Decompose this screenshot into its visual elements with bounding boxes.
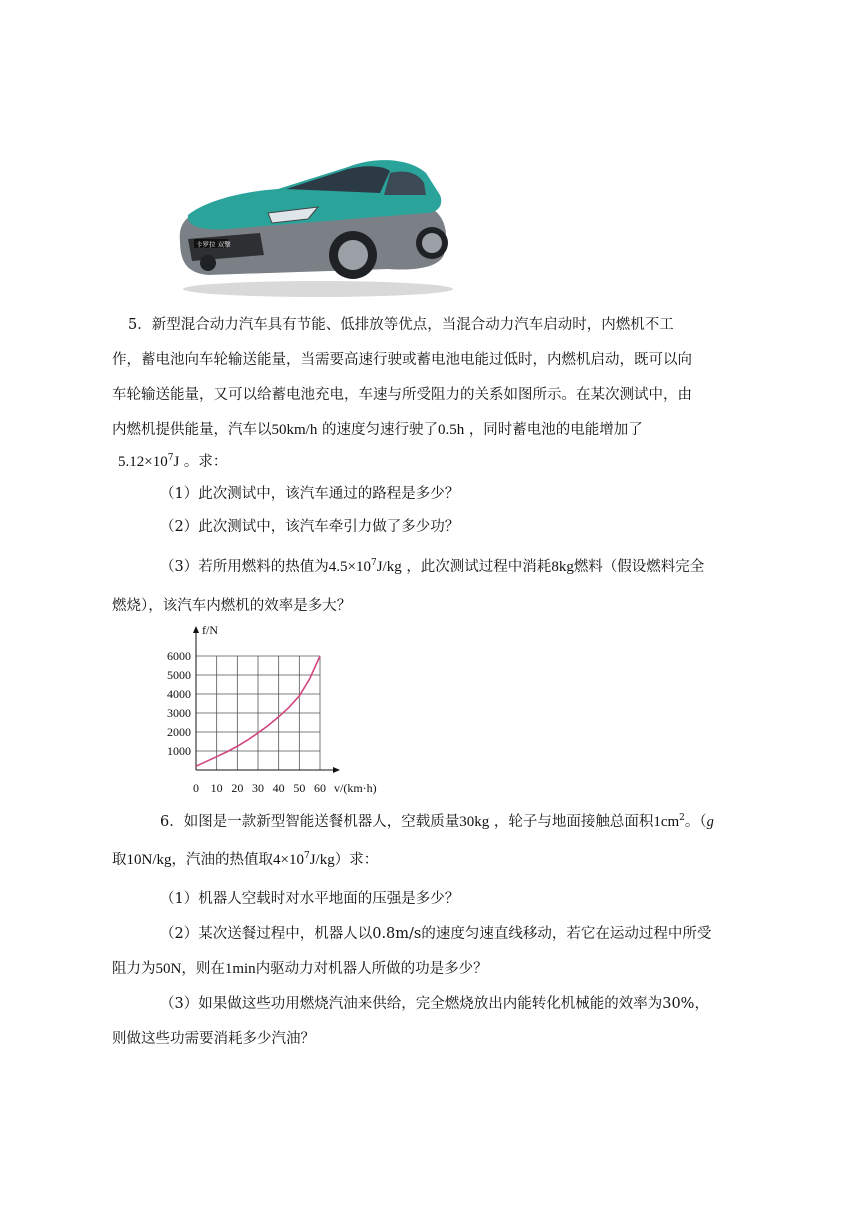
- force-speed-chart: [150, 620, 400, 798]
- q5-text: 内燃机提供能量，汽车以: [112, 422, 272, 438]
- q5-text: ，同时蓄电池的电能增加了: [468, 422, 643, 438]
- y-tick-label: 2000: [167, 725, 191, 739]
- x-tick-label: 0: [193, 781, 199, 795]
- q5-energy-value: 5.12×10: [118, 454, 168, 470]
- q5-time: 0.5h: [437, 422, 465, 438]
- x-tick-label: 20: [231, 781, 244, 795]
- q6-text: 6．如图是一款新型智能送餐机器人，空载质量: [160, 814, 460, 830]
- q5-line-2: 作，蓄电池向车轮输送能量，当需要高速行驶或蓄电池电能过低时，内燃机启动，既可以向: [112, 352, 692, 368]
- car-photo: [168, 143, 458, 301]
- q5-line-5: [118, 452, 227, 472]
- q5-text: （3）若所用燃料的热值为: [160, 559, 329, 575]
- q6-g-symbol: g: [706, 814, 714, 830]
- q6-text: ）求：: [334, 852, 379, 868]
- q5-line-1: 5．新型混合动力汽车具有节能、低排放等优点，当混合动力汽车启动时，内燃机不工: [128, 317, 674, 333]
- q6-sub-2: （2）某次送餐过程中，机器人以0.8m/s的速度匀速直线移动，若它在运动过程中所受: [160, 926, 712, 942]
- q5-fuel-mass: 8kg: [551, 559, 574, 575]
- y-axis-arrow: [193, 626, 199, 633]
- q5-text: 燃料（假设燃料完全: [573, 559, 705, 575]
- q6-sub-1: （1）机器人空载时对水平地面的压强是多少？: [160, 891, 460, 907]
- chart-ticks: [167, 623, 377, 795]
- q5-sub-3-line-2: 燃烧），该汽车内燃机的效率是多大？: [112, 598, 352, 614]
- q5-energy-exponent: 7: [167, 453, 174, 463]
- q5-sub-1: （1）此次测试中，该汽车通过的路程是多少？: [160, 486, 460, 502]
- q6-text: ，则在: [181, 961, 225, 977]
- q6-force: 50N: [155, 961, 182, 977]
- x-axis-arrow: [333, 767, 340, 773]
- q5-line-3: 车轮输送能量，又可以给蓄电池充电，车速与所受阻力的关系如图所示。在某次测试中，由: [112, 387, 692, 403]
- chart-grid: [196, 656, 320, 770]
- q6-g-value: 10N/kg: [126, 852, 172, 868]
- y-tick-label: 5000: [167, 668, 191, 682]
- q6-time: 1min: [224, 961, 256, 977]
- q6-text: 取: [112, 852, 127, 868]
- q5-text: 。求：: [183, 454, 228, 470]
- q6-text: 阻力为: [112, 961, 156, 977]
- q6-sub-2-line-2: [112, 959, 488, 979]
- q6-text: ，汽油的热值取: [171, 852, 273, 868]
- x-tick-label: 50: [293, 781, 306, 795]
- q5-text: ，此次测试过程中消耗: [406, 559, 552, 575]
- car-badge: 卡罗拉 双擎: [196, 240, 231, 249]
- q6-area-exponent: 2: [679, 813, 685, 823]
- q6-text: ，轮子与地面接触总面积: [493, 814, 654, 830]
- q6-area: 1cm: [653, 814, 680, 830]
- q6-mass: 30kg: [459, 814, 490, 830]
- x-tick-label: 60: [314, 781, 326, 795]
- x-axis-label: v/(km·h): [334, 781, 377, 795]
- x-tick-label: 10: [210, 781, 223, 795]
- q5-heat-value: 4.5×10: [328, 559, 371, 575]
- y-tick-label: 1000: [167, 744, 191, 758]
- q5-line-4: [112, 420, 643, 440]
- x-tick-label: 30: [252, 781, 264, 795]
- q5-heat-exponent: 7: [370, 558, 377, 568]
- q6-heat-exponent: 7: [303, 851, 310, 861]
- q5-sub-3: [160, 557, 704, 577]
- q5-heat-unit: J/kg: [376, 559, 402, 575]
- q5-speed: 50km/h: [271, 422, 318, 438]
- q6-sub-3-line-2: 则做这些功需要消耗多少汽油？: [112, 1031, 315, 1047]
- y-tick-label: 6000: [167, 649, 191, 663]
- q6-sub-3: （3）如果做这些功用燃烧汽油来供给，完全燃烧放出内能转化机械能的效率为30%，: [160, 996, 709, 1012]
- q5-text: 的速度匀速行驶了: [321, 422, 438, 438]
- q6-line-1: [160, 812, 714, 832]
- y-axis-label: f/N: [202, 623, 218, 637]
- q6-text: 内驱动力对机器人所做的功是多少？: [255, 961, 488, 977]
- x-tick-label: 40: [272, 781, 285, 795]
- y-tick-label: 3000: [167, 706, 191, 720]
- q6-line-2: [112, 850, 378, 870]
- q5-energy-unit: J: [173, 454, 180, 470]
- y-tick-label: 4000: [167, 687, 191, 701]
- q6-heat-value: 4×10: [273, 852, 304, 868]
- q6-text: 。（: [684, 814, 707, 830]
- q5-sub-2: （2）此次测试中，该汽车牵引力做了多少功？: [160, 519, 460, 535]
- q6-heat-unit: J/kg: [309, 852, 335, 868]
